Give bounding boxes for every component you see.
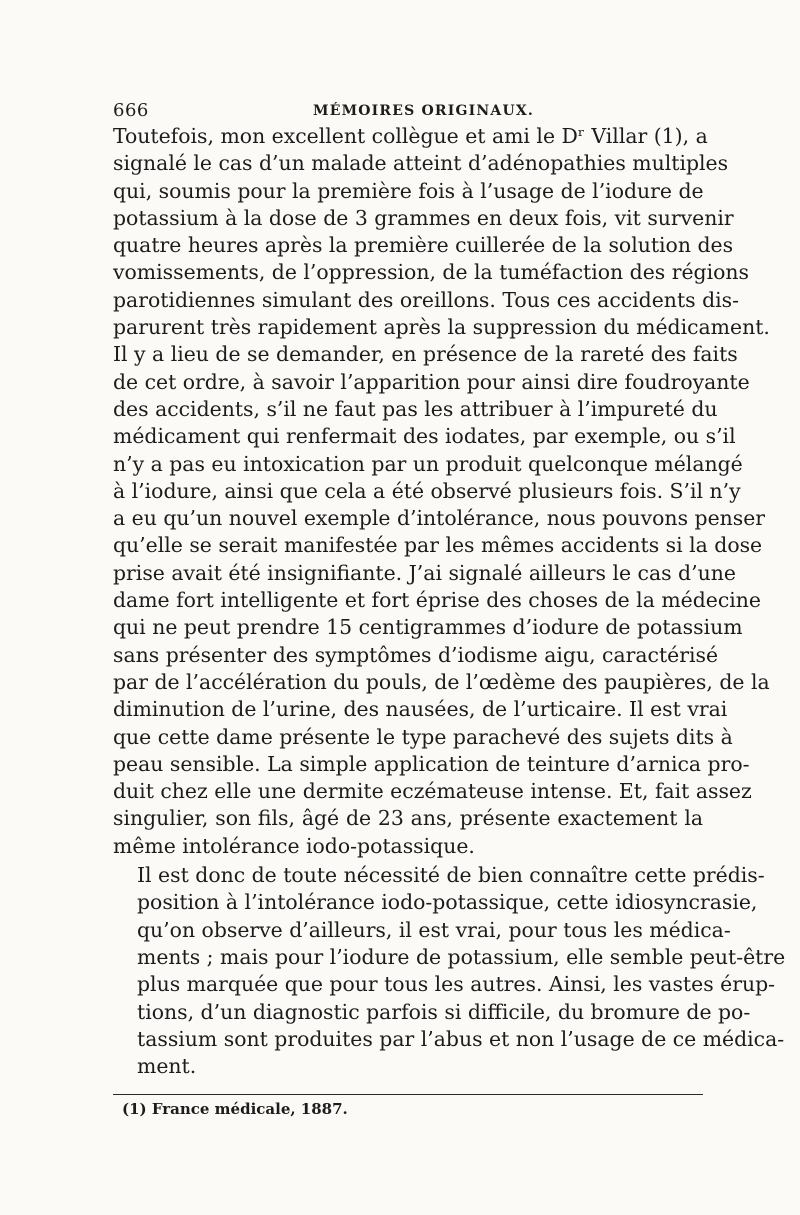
text-line: parotidiennes simulant des oreillons. Tous ces accidents dis- [113, 287, 740, 312]
paragraph-1 [113, 123, 770, 860]
text-line: qu’on observe d’ailleurs, il est vrai, pour tous les médica- [137, 917, 731, 942]
text-line: tassium sont produites par l’abus et non l’usage de ce médica- [137, 1026, 785, 1051]
text-line: tions, d’un diagnostic parfois si difficile, du bromure de po- [137, 999, 751, 1024]
text-line: diminution de l’urine, des nausées, de l’urticaire. Il est vrai [113, 697, 728, 722]
text-line: qui ne peut prendre 15 centigrammes d’iodure de potassium [113, 615, 743, 640]
text-line: même intolérance iodo-potassique. [113, 833, 475, 858]
text-line: dame fort intelligente et fort éprise des choses de la médecine [113, 588, 762, 613]
text-line: ments ; mais pour l’iodure de potassium, elle semble peut-être [137, 944, 786, 969]
text-line: n’y a pas eu intoxication par un produit quelconque mélangé [113, 451, 743, 476]
text-line: par de l’accélération du pouls, de l’œdème des paupières, de la [113, 669, 770, 694]
text-line: Il est donc de toute nécessité de bien connaître cette prédis- [137, 863, 765, 888]
text-line: qu’elle se serait manifestée par les mêmes accidents si la dose [113, 533, 763, 558]
page-header [113, 100, 703, 124]
text-line: Toutefois, mon excellent collègue et ami le Dʳ Villar (1), a [113, 124, 708, 148]
text-line: que cette dame présente le type parachevé des sujets dits à [113, 724, 733, 749]
text-line: ment. [137, 1054, 197, 1079]
text-line: vomissements, de l’oppression, de la tuméfaction des régions [113, 260, 749, 285]
text-line: position à l’intolérance iodo-potassique, cette idiosyncrasie, [137, 890, 758, 915]
text-line: plus marquée que pour tous les autres. Ainsi, les vastes érup- [137, 972, 776, 997]
text-line: potassium à la dose de 3 grammes en deux fois, vit survenir [113, 205, 734, 230]
text-line: a eu qu’un nouvel exemple d’intolérance, nous pouvons penser [113, 506, 766, 531]
text-line: quatre heures après la première cuillerée de la solution des [113, 233, 734, 258]
body-text [113, 123, 786, 1080]
text-line: duit chez elle une dermite eczémateuse intense. Et, fait assez [113, 779, 752, 804]
text-line: signalé le cas d’un malade atteint d’adénopathies multiples [113, 151, 729, 176]
text-line: à l’iodure, ainsi que cela a été observé plusieurs fois. S’il n’y [113, 478, 741, 503]
text-line: médicament qui renfermait des iodates, par exemple, ou s’il [113, 424, 736, 449]
footnote: (1) France médicale, 1887. [122, 1100, 348, 1118]
text-line: Il y a lieu de se demander, en présence de la rareté des faits [113, 342, 738, 367]
running-title: MÉMOIRES ORIGINAUX. [313, 103, 534, 119]
text-line: peau sensible. La simple application de teinture d’arnica pro- [113, 751, 750, 776]
text-line: parurent très rapidement après la suppression du médicament. [113, 315, 770, 340]
text-line: prise avait été insignifiante. J’ai signalé ailleurs le cas d’une [113, 560, 736, 585]
text-line: qui, soumis pour la première fois à l’usage de l’iodure de [113, 178, 704, 203]
text-line: sans présenter des symptômes d’iodisme aigu, caractérisé [113, 642, 719, 667]
paragraph-2 [113, 862, 786, 1080]
text-line: singulier, son fils, âgé de 23 ans, présente exactement la [113, 806, 703, 831]
page-number: 666 [113, 100, 149, 121]
text-line: de cet ordre, à savoir l’apparition pour ainsi dire foudroyante [113, 369, 750, 394]
footnote-rule [113, 1094, 703, 1095]
text-line: des accidents, s’il ne faut pas les attribuer à l’impureté du [113, 396, 718, 421]
